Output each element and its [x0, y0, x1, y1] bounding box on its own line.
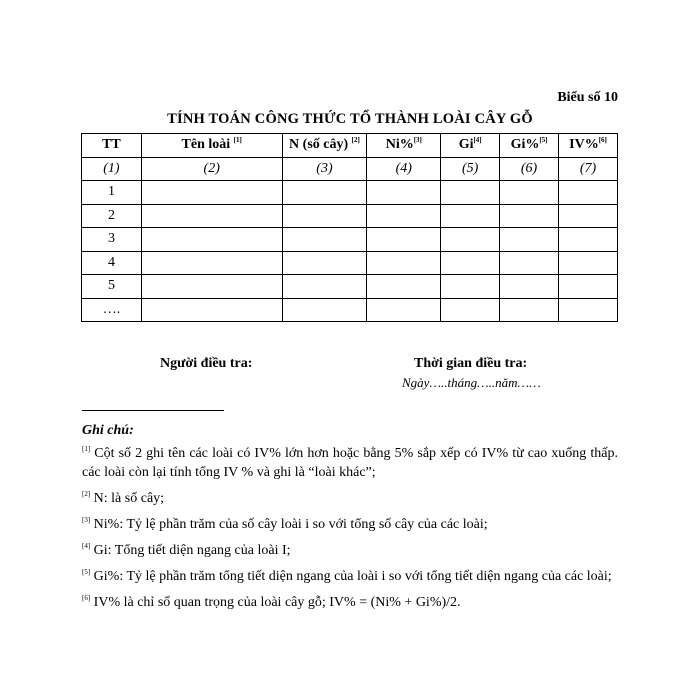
- column-number-row: [82, 157, 618, 181]
- column-number: (3): [282, 157, 367, 181]
- row-number: 4: [82, 251, 142, 275]
- note-item: [1] Cột số 2 ghi tên các loài có IV% lớn hơn hoặc bằng 5% sắp xếp có IV% từ cao xuống thấp. các loài còn lại tính tổng IV % và ghi là “loài khác”;: [82, 445, 618, 480]
- empty-cell: [282, 298, 367, 322]
- row-number: ….: [82, 298, 142, 322]
- row-number: 5: [82, 275, 142, 299]
- column-number: (4): [367, 157, 441, 181]
- table-row: [82, 298, 618, 322]
- empty-cell: [500, 228, 559, 252]
- empty-cell: [282, 228, 367, 252]
- empty-cell: [441, 228, 500, 252]
- footnote-divider: [82, 410, 224, 411]
- empty-cell: [141, 298, 282, 322]
- table-row: [82, 228, 618, 252]
- notes-list: [82, 444, 618, 619]
- notes-title: Ghi chú:: [82, 423, 134, 438]
- empty-cell: [559, 298, 618, 322]
- empty-cell: [500, 204, 559, 228]
- table-row: [82, 204, 618, 228]
- header-iv-percent: IV%[6]: [559, 134, 618, 158]
- empty-cell: [500, 251, 559, 275]
- note-ref: [3]: [82, 516, 91, 524]
- survey-time-label: Thời gian điều tra:: [414, 356, 528, 371]
- empty-cell: [441, 275, 500, 299]
- empty-cell: [559, 251, 618, 275]
- empty-cell: [441, 251, 500, 275]
- table-row: [82, 275, 618, 299]
- column-number: (5): [441, 157, 500, 181]
- empty-cell: [367, 204, 441, 228]
- table-row: [82, 181, 618, 205]
- empty-cell: [367, 228, 441, 252]
- header-gi-percent: Gi%[5]: [500, 134, 559, 158]
- investigator-label: Người điều tra:: [160, 356, 253, 371]
- note-item: [6] IV% là chỉ số quan trọng của loài cây gỗ; IV% = (Ni% + Gi%)/2.: [82, 594, 461, 610]
- species-composition-table: [81, 133, 618, 322]
- empty-cell: [141, 251, 282, 275]
- empty-cell: [559, 275, 618, 299]
- empty-cell: [282, 251, 367, 275]
- empty-cell: [141, 181, 282, 205]
- row-number: 2: [82, 204, 142, 228]
- note-ref: [4]: [82, 542, 91, 550]
- empty-cell: [367, 181, 441, 205]
- empty-cell: [500, 275, 559, 299]
- note-ref: [5]: [82, 568, 91, 576]
- column-number: (1): [82, 157, 142, 181]
- empty-cell: [141, 204, 282, 228]
- empty-cell: [141, 275, 282, 299]
- empty-cell: [441, 298, 500, 322]
- empty-cell: [367, 251, 441, 275]
- page-title: TÍNH TOÁN CÔNG THỨC TỔ THÀNH LOÀI CÂY GỖ: [167, 111, 533, 127]
- empty-cell: [500, 181, 559, 205]
- empty-cell: [441, 181, 500, 205]
- empty-cell: [282, 204, 367, 228]
- note-item: [4] Gi: Tổng tiết diện ngang của loài I;: [82, 542, 291, 558]
- survey-date-placeholder: Ngày…..tháng…..năm……: [402, 375, 541, 390]
- header-species-name: Tên loài [1]: [141, 134, 282, 158]
- note-item: [3] Ni%: Tỷ lệ phần trăm của số cây loài i so với tổng số cây của các loài;: [82, 516, 488, 532]
- column-number: (2): [141, 157, 282, 181]
- note-item: [2] N: là số cây;: [82, 490, 165, 506]
- column-number: (6): [500, 157, 559, 181]
- header-gi: Gi[4]: [441, 134, 500, 158]
- header-row: [82, 134, 618, 158]
- empty-cell: [141, 228, 282, 252]
- header-tt: TT: [82, 134, 142, 158]
- empty-cell: [559, 228, 618, 252]
- empty-cell: [441, 204, 500, 228]
- note-item: [5] Gi%: Tỷ lệ phần trăm tổng tiết diện ngang của loài i so với tổng tiết diện ngang của các loài;: [82, 568, 612, 584]
- note-ref: [2]: [82, 490, 91, 498]
- form-number: Biểu số 10: [557, 90, 618, 105]
- row-number: 1: [82, 181, 142, 205]
- header-tree-count: N (số cây) [2]: [282, 134, 367, 158]
- empty-cell: [282, 181, 367, 205]
- row-number: 3: [82, 228, 142, 252]
- empty-cell: [559, 204, 618, 228]
- empty-cell: [367, 298, 441, 322]
- empty-cell: [367, 275, 441, 299]
- table-row: [82, 251, 618, 275]
- empty-cell: [559, 181, 618, 205]
- empty-cell: [500, 298, 559, 322]
- empty-cell: [282, 275, 367, 299]
- note-ref: [6]: [82, 594, 91, 602]
- column-number: (7): [559, 157, 618, 181]
- note-ref: [1]: [82, 445, 91, 453]
- header-ni-percent: Ni%[3]: [367, 134, 441, 158]
